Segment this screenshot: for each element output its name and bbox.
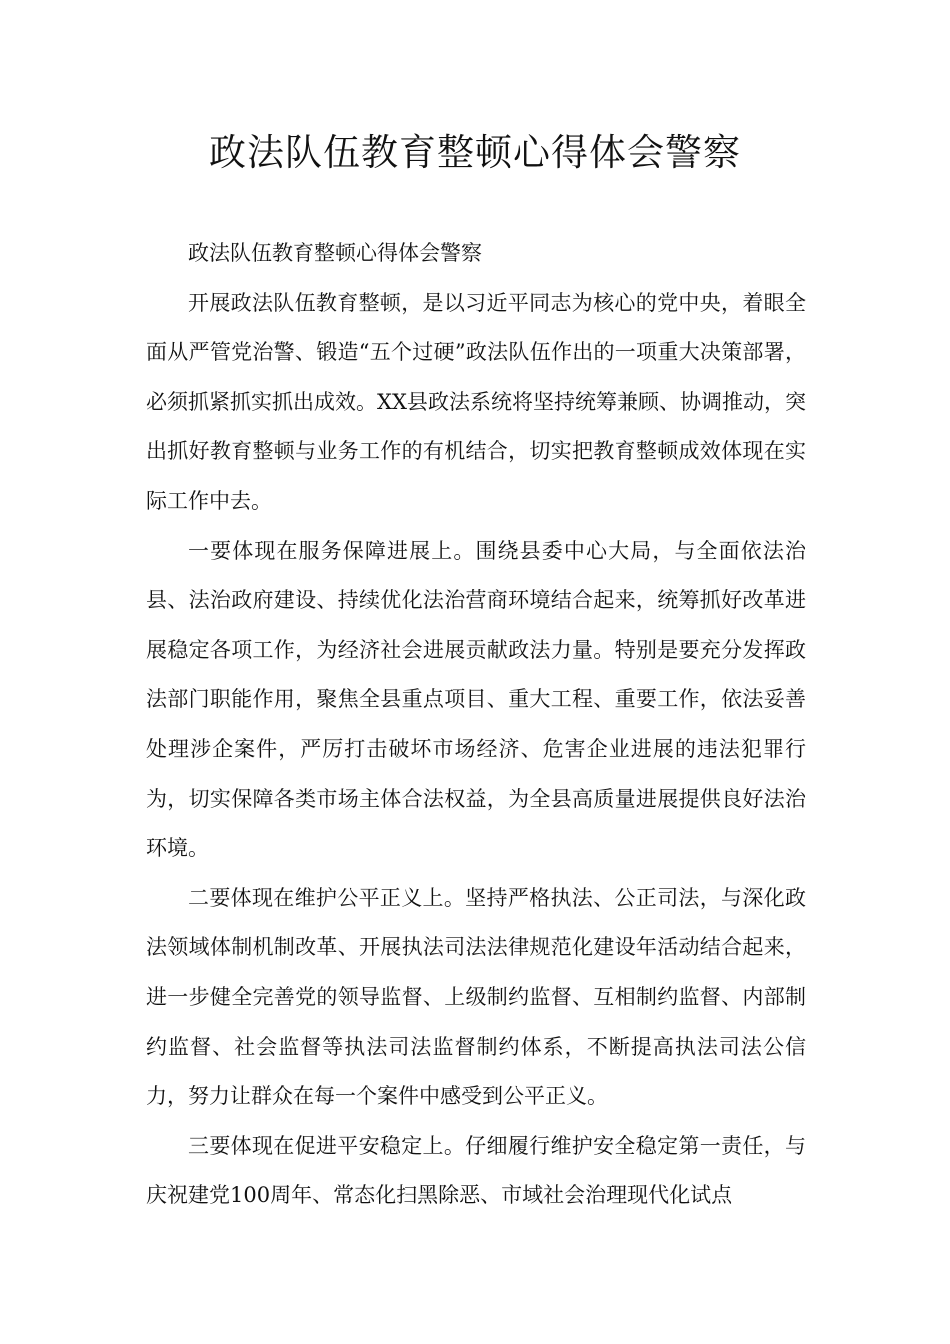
- document-body: [146, 229, 806, 1221]
- paragraph-point-two: 二要体现在维护公平正义上。坚持严格执法、公正司法，与深化政法领域体制机制改革、开展执法司法法律规范化建设年活动结合起来，进一步健全完善党的领导监督、上级制约监督、互相制约监督、内部制约监督、社会监督等执法司法监督制约体系，不断提高执法司法公信力，努力让群众在每一个案件中感受到公平正义。: [146, 885, 806, 1109]
- paragraph-point-one: 一要体现在服务保障进展上。围绕县委中心大局，与全面依法治县、法治政府建设、持续优化法治营商环境结合起来，统筹抓好改革进展稳定各项工作，为经济社会进展贡献政法力量。特别是要充分发挥政法部门职能作用，聚焦全县重点项目、重大工程、重要工作，依法妥善处理涉企案件，严厉打击破坏市场经济、危害企业进展的违法犯罪行为，切实保障各类市场主体合法权益，为全县高质量进展提供良好法治环境。: [146, 538, 806, 861]
- paragraph-point-three: 三要体现在促进平安稳定上。仔细履行维护安全稳定第一责任，与庆祝建党100周年、常态化扫黑除恶、市域社会治理现代化试点: [146, 1133, 806, 1208]
- paragraph-subtitle: 政法队伍教育整顿心得体会警察: [188, 241, 482, 265]
- document-title: 政法队伍教育整顿心得体会警察: [209, 131, 741, 174]
- paragraph-intro: 开展政法队伍教育整顿，是以习近平同志为核心的党中央，着眼全面从严管党治警、锻造“五个过硬”政法队伍作出的一项重大决策部署，必须抓紧抓实抓出成效。XX县政法系统将坚持统筹兼顾、协调推动，突出抓好教育整顿与业务工作的有机结合，切实把教育整顿成效体现在实际工作中去。: [146, 290, 806, 513]
